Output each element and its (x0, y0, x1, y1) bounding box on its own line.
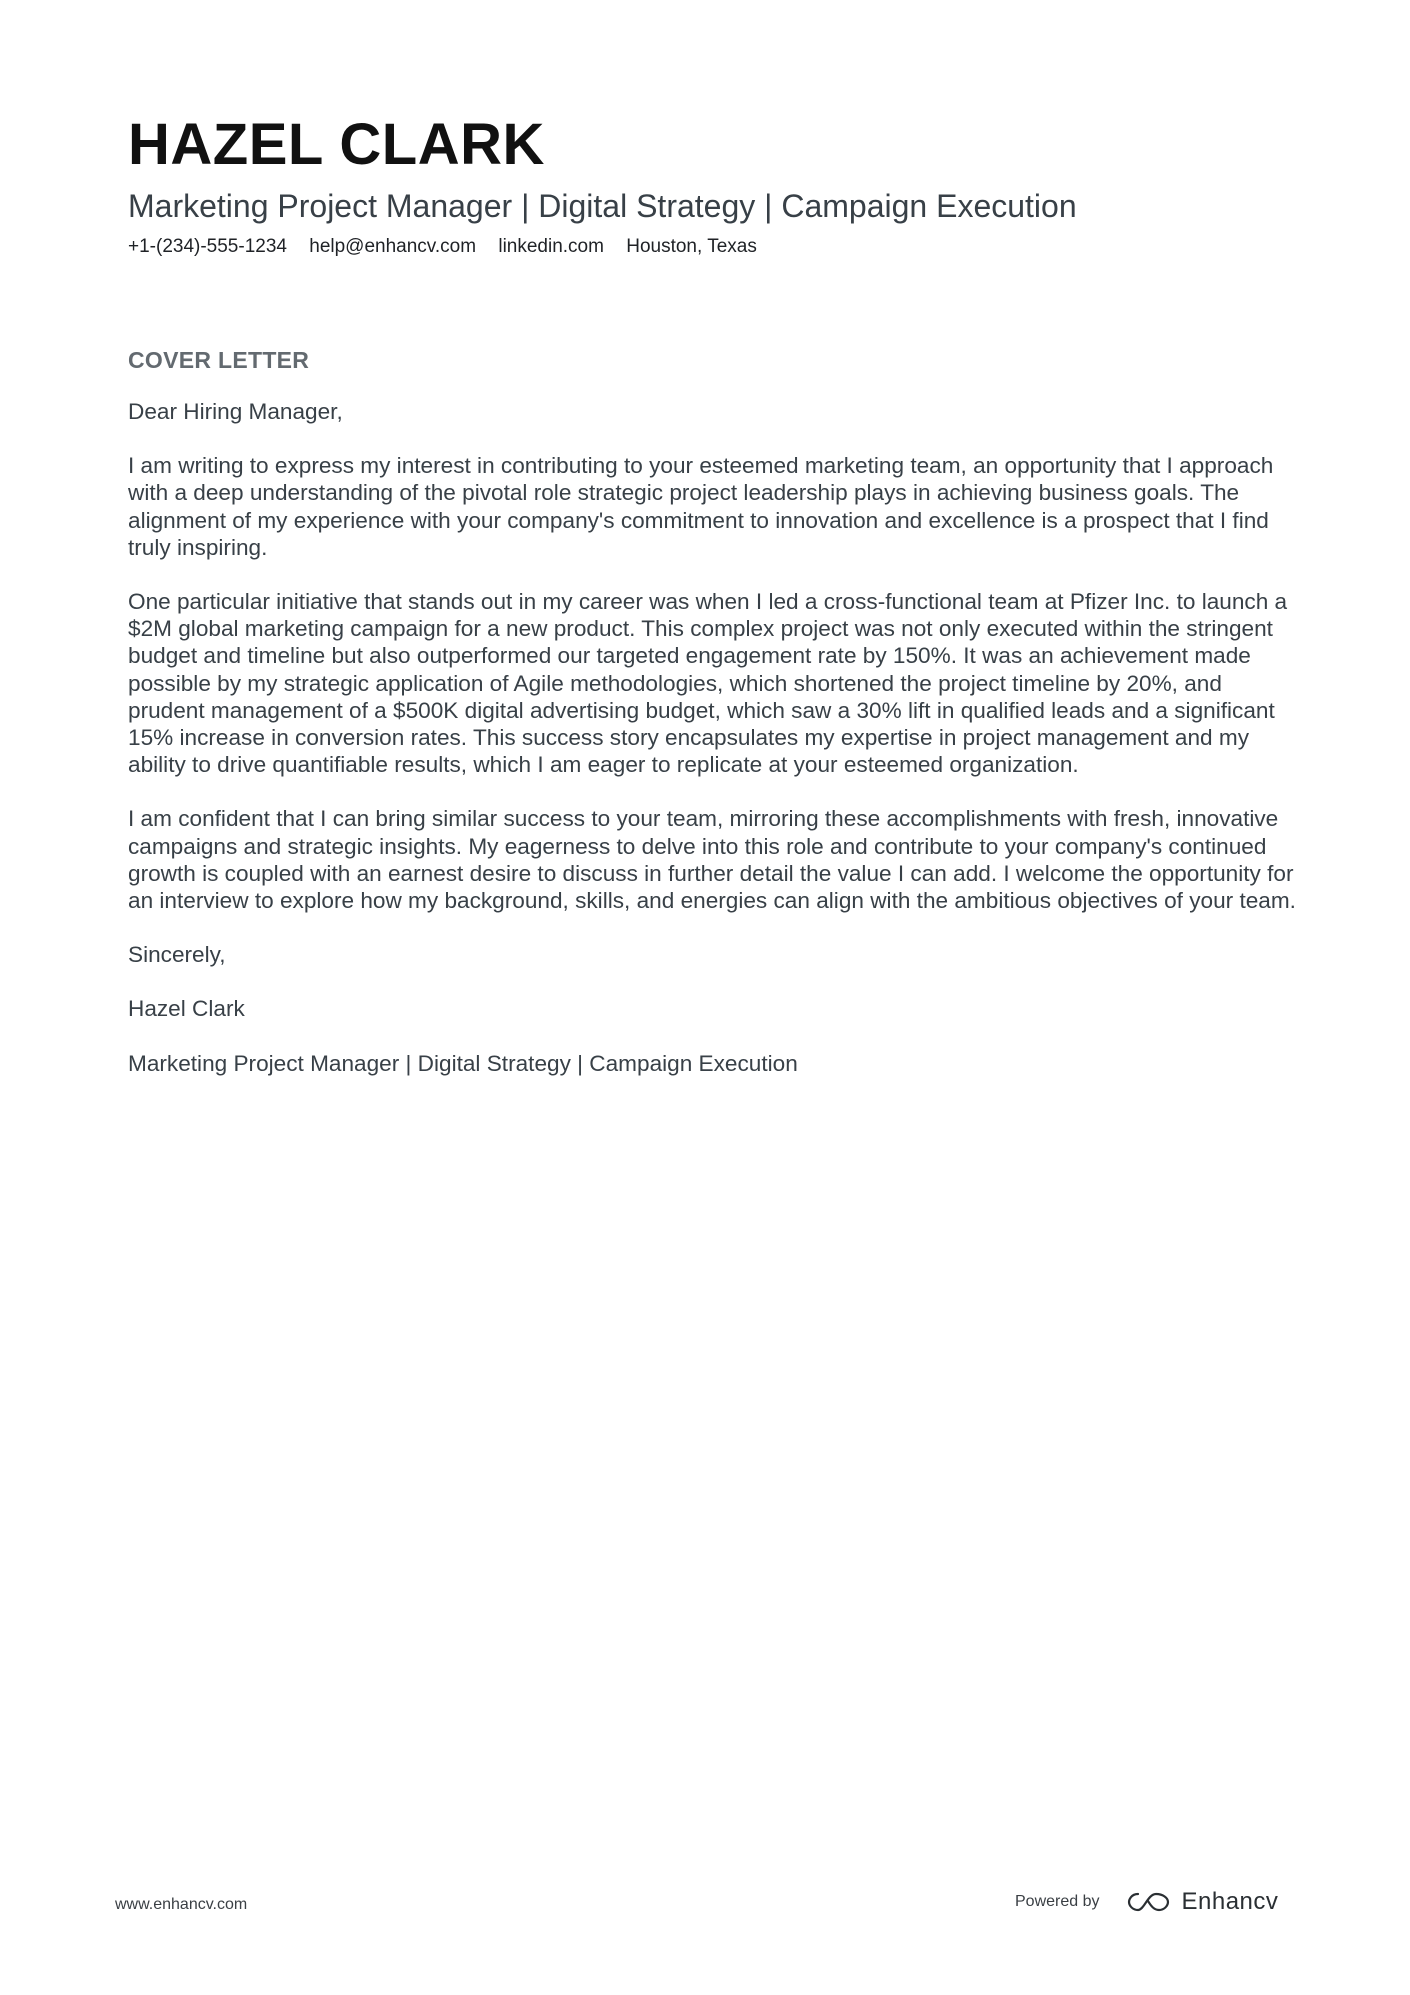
footer-website[interactable]: www.enhancv.com (115, 1896, 248, 1913)
contact-location: Houston, Texas (626, 236, 757, 257)
letter-closing: Sincerely, (128, 942, 226, 968)
applicant-name: HAZEL CLARK (128, 112, 545, 177)
letter-paragraph: One particular initiative that stands out in my career was when I led a cross-functional team at Pfizer Inc. to launch a $2M global marketing campaign for a new product. This complex project was not only executed within the stringent budget and timeline but also outperformed our targeted engagement rate by 150%. It was an achievement made possible by my strategic application of Agile methodologies, which shortened the project timeline by 20%, and prudent management of a $500K digital advertising budget, which saw a 30% lift in qualified leads and a significant 15% increase in conversion rates. This success story encapsulates my expertise in project management and my ability to drive quantifiable results, which I am eager to replicate at your esteemed organization. (128, 589, 1288, 778)
powered-by-label: Powered by (1015, 1893, 1100, 1910)
signature-name: Hazel Clark (128, 996, 245, 1022)
letter-body (128, 398, 1298, 1104)
contact-email[interactable]: help@enhancv.com (309, 236, 477, 257)
contact-phone: +1-(234)-555-1234 (128, 236, 287, 257)
signature-title: Marketing Project Manager | Digital Strategy | Campaign Execution (128, 1050, 798, 1076)
letter-paragraph: I am confident that I can bring similar success to your team, mirroring these accomplishments with fresh, innovative campaigns and strategic insights. My eagerness to delve into this role and contribute to your company's continued growth is coupled with an earnest desire to discuss in further detail the value I can add. I welcome the opportunity for an interview to explore how my background, skills, and energies can align with the ambitious objectives of your team. (128, 806, 1296, 914)
letter-paragraph: I am writing to express my interest in contributing to your esteemed marketing team, an opportunity that I approach with a deep understanding of the pivotal role strategic project leadership plays in achieving business goals. The alignment of my experience with your company's commitment to innovation and excellence is a prospect that I find truly inspiring. (128, 453, 1274, 560)
section-title: COVER LETTER (128, 347, 310, 373)
enhancv-logo-text: Enhancv (1181, 1888, 1279, 1915)
infinity-logo-icon (1126, 1890, 1172, 1914)
letter-header (128, 112, 1288, 260)
applicant-headline: Marketing Project Manager | Digital Strategy | Campaign Execution (128, 188, 1077, 224)
footer-branding[interactable] (1015, 1884, 1278, 1920)
contact-linkedin[interactable]: linkedin.com (498, 236, 604, 257)
contact-info (128, 234, 1288, 260)
letter-greeting: Dear Hiring Manager, (128, 399, 343, 424)
